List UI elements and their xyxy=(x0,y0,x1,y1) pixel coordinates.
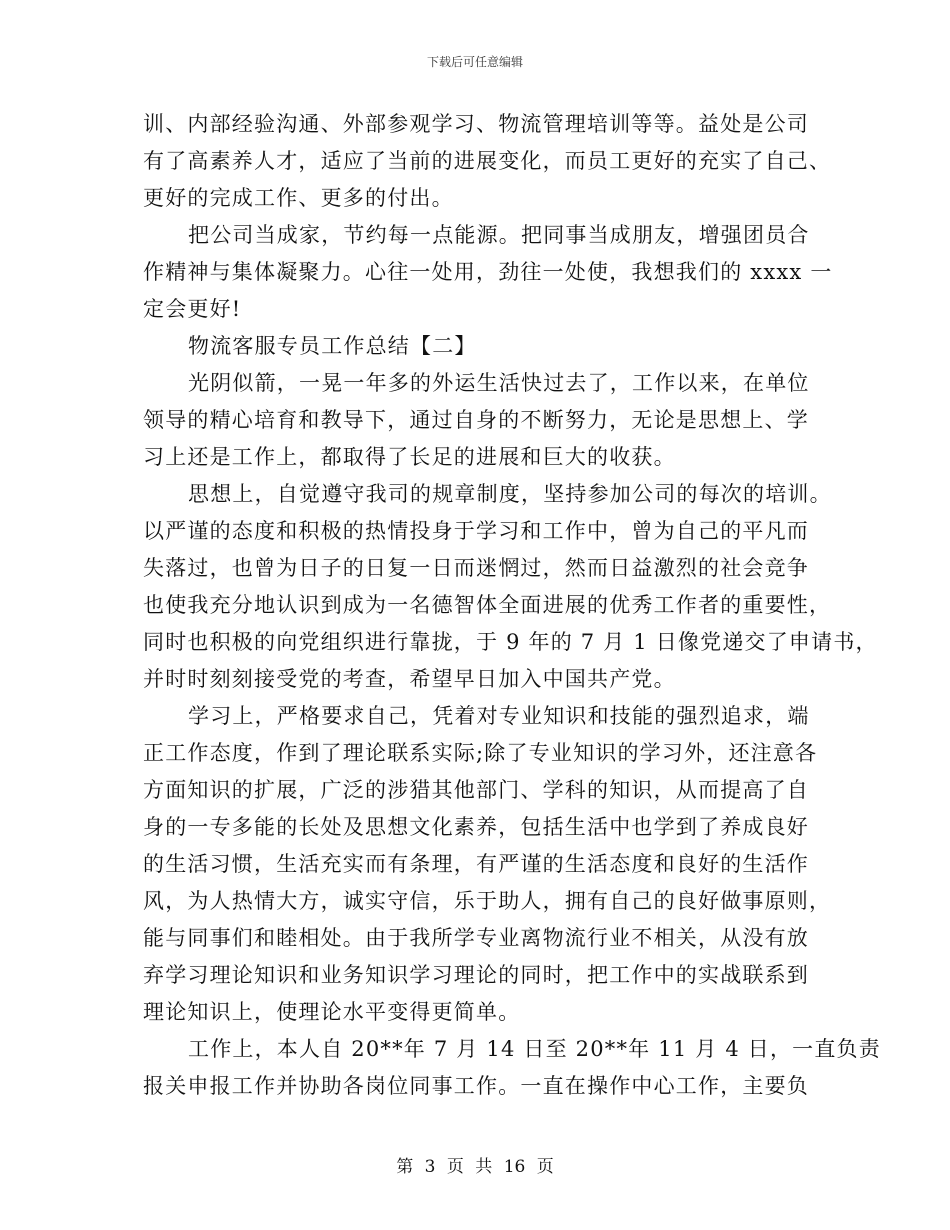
body-line: 更好的完成工作、更多的付出。 xyxy=(143,186,454,210)
page-header: 下载后可任意编辑 xyxy=(426,55,523,69)
body-line: 有了高素养人才，适应了当前的进展变化，而员工更好的充实了自己、 xyxy=(143,149,832,173)
body-line: 作精神与集体凝聚力。心往一处用，劲往一处使，我想我们的 xxxx 一 xyxy=(143,260,833,284)
body-line: 领导的精心培育和教导下，通过自身的不断努力，无论是思想上、学 xyxy=(143,408,809,432)
body-line: 光阴似箭，一晃一年多的外运生活快过去了，工作以来，在单位 xyxy=(188,371,810,395)
body-line: 把公司当成家，节约每一点能源。把同事当成朋友，增强团员合 xyxy=(188,223,810,247)
page-number-footer: 第 3 页 共 16 页 xyxy=(396,1157,554,1177)
body-line: 并时时刻刻接受党的考查，希望早日加入中国共产党。 xyxy=(143,667,676,691)
body-line: 失落过，也曾为日子的日复一日而迷惘过，然而日益激烈的社会竞争 xyxy=(143,556,809,580)
body-line: 定会更好! xyxy=(143,297,242,321)
body-line: 以严谨的态度和积极的热情投身于学习和工作中，曾为自己的平凡而 xyxy=(143,519,809,543)
body-line: 同时也积极的向党组织进行靠拢，于 9 年的 7 月 1 日像党递交了申请书， xyxy=(143,630,878,654)
body-line: 工作上，本人自 20**年 7 月 14 日至 20**年 11 月 4 日，一直负责 xyxy=(188,1037,881,1061)
body-line: 能与同事们和睦相处。由于我所学专业离物流行业不相关，从没有放 xyxy=(143,926,809,950)
body-line: 正工作态度，作到了理论联系实际;除了专业知识的学习外，还注意各 xyxy=(143,741,818,765)
body-line: 方面知识的扩展，广泛的涉猎其他部门、学科的知识，从而提高了自 xyxy=(143,778,809,802)
body-line: 学习上，严格要求自己，凭着对专业知识和技能的强烈追求，端 xyxy=(188,704,810,728)
body-line: 风，为人热情大方，诚实守信，乐于助人，拥有自己的良好做事原则， xyxy=(143,889,832,913)
body-line: 报关申报工作并协助各岗位同事工作。一直在操作中心工作，主要负 xyxy=(143,1074,809,1098)
body-line: 习上还是工作上，都取得了长足的进展和巨大的收获。 xyxy=(143,445,676,469)
body-line: 思想上，自觉遵守我司的规章制度，坚持参加公司的每次的培训。 xyxy=(188,482,832,506)
body-line: 的生活习惯，生活充实而有条理，有严谨的生活态度和良好的生活作 xyxy=(143,852,809,876)
body-line: 弃学习理论知识和业务知识学习理论的同时，把工作中的实战联系到 xyxy=(143,963,809,987)
body-line: 也使我充分地认识到成为一名德智体全面进展的优秀工作者的重要性， xyxy=(143,593,832,617)
section-heading: 物流客服专员工作总结【二】 xyxy=(188,334,477,358)
body-line: 身的一专多能的长处及思想文化素养，包括生活中也学到了养成良好 xyxy=(143,815,809,839)
body-line: 理论知识上，使理论水平变得更简单。 xyxy=(143,1000,521,1024)
body-line: 训、内部经验沟通、外部参观学习、物流管理培训等等。益处是公司 xyxy=(143,112,809,136)
